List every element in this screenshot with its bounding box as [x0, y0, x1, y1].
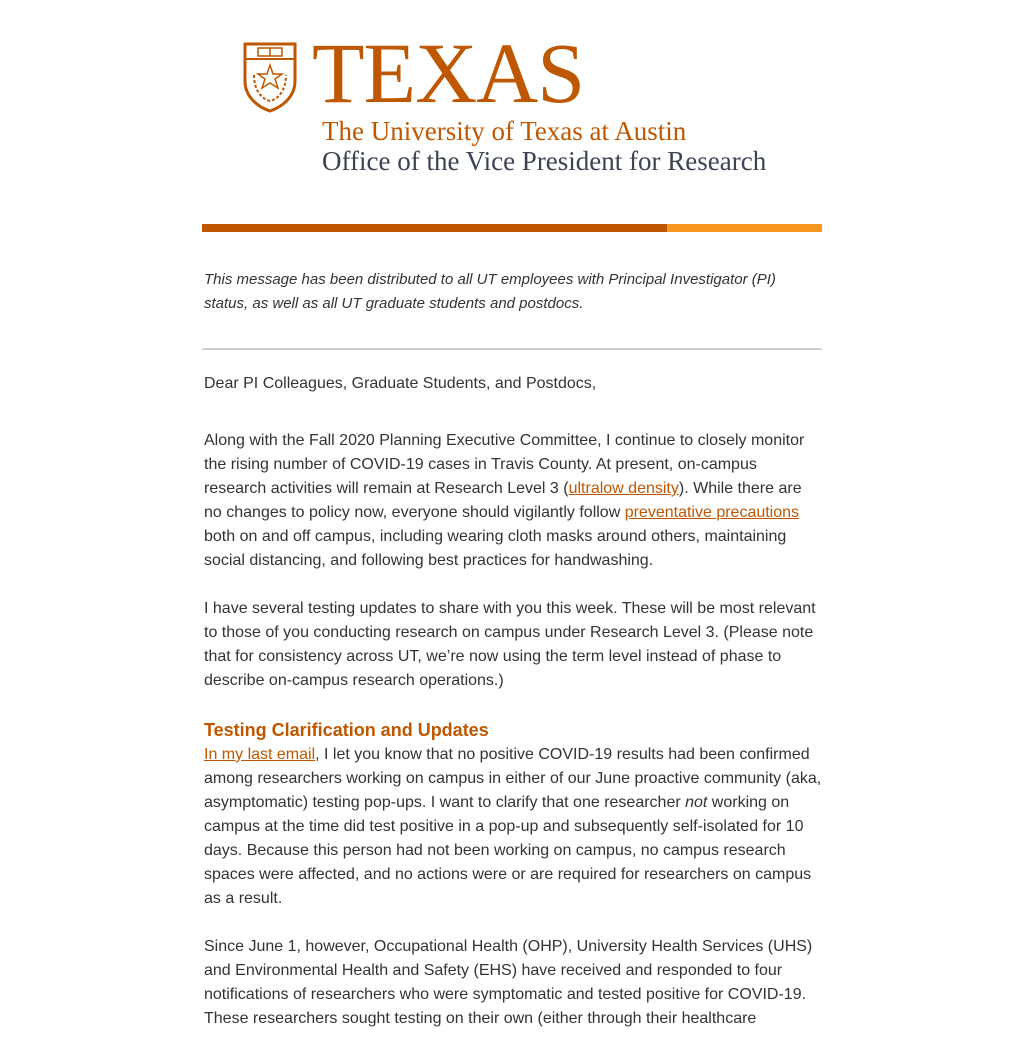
text: both on and off campus, including wearing cloth masks around others, maintaining social distancing, and following best practices for handwashing.	[204, 528, 787, 569]
text: , I let you know that no positive COVID-19 results had been confirmed among researchers working on campus in either of our June proactive community (aka, asymptomatic) testing pop-ups. I want to clarify that one researcher	[204, 746, 822, 811]
ut-ovpr-logo	[242, 25, 802, 188]
text: working on campus at the time did test positive in a pop-up and subsequently self-isolated for 10 days. Because this person had not been working on campus, no campus research spaces were affected, and no actions were or are required for researchers on campus as a result.	[204, 794, 812, 907]
office-name: Office of the Vice President for Research	[322, 146, 767, 176]
last-email-link[interactable]: In my last email	[204, 746, 316, 763]
ut-shield-icon	[242, 41, 298, 113]
paragraph-2: I have several testing updates to share with you this week. These will be most relevant to those of you conducting research on campus under Research Level 3. (Please note that for consistency across UT, we’re now using the term level instead of phase to describe on-campus research operations.)	[204, 600, 816, 689]
ultralow-density-link[interactable]: ultralow density	[568, 480, 679, 497]
logo-wordmark: TEXAS	[312, 25, 585, 121]
paragraph-3	[204, 743, 822, 911]
text: ). While there are no changes to policy now, everyone should vigilantly follow	[204, 480, 802, 521]
university-name: The University of Texas at Austin	[322, 116, 687, 146]
text: Along with the Fall 2020 Planning Executive Committee, I continue to closely monitor the rising number of COVID-19 cases in Travis County. At present, on-campus research activities will remain at Research Level 3 (	[204, 432, 805, 497]
header-divider-bar	[202, 224, 822, 232]
greeting: Dear PI Colleagues, Graduate Students, and Postdocs,	[204, 375, 597, 392]
section-heading: Testing Clarification and Updates	[204, 720, 489, 740]
preventative-precautions-link[interactable]: preventative precautions	[624, 504, 800, 521]
distribution-notice: This message has been distributed to all UT employees with Principal Investigator (PI) status, as well as all UT graduate students and postdocs.	[204, 271, 776, 312]
paragraph-4: Since June 1, however, Occupational Health (OHP), University Health Services (UHS) and Environmental Health and Safety (EHS) have received and responded to four notifications of researchers who were symptomatic and tested positive for COVID-19. These researchers sought testing on their own (either through their healthcare	[204, 938, 813, 1027]
divider	[202, 348, 822, 350]
emphasis: not	[685, 794, 708, 811]
email-body	[204, 372, 822, 1055]
paragraph-1	[204, 429, 822, 573]
